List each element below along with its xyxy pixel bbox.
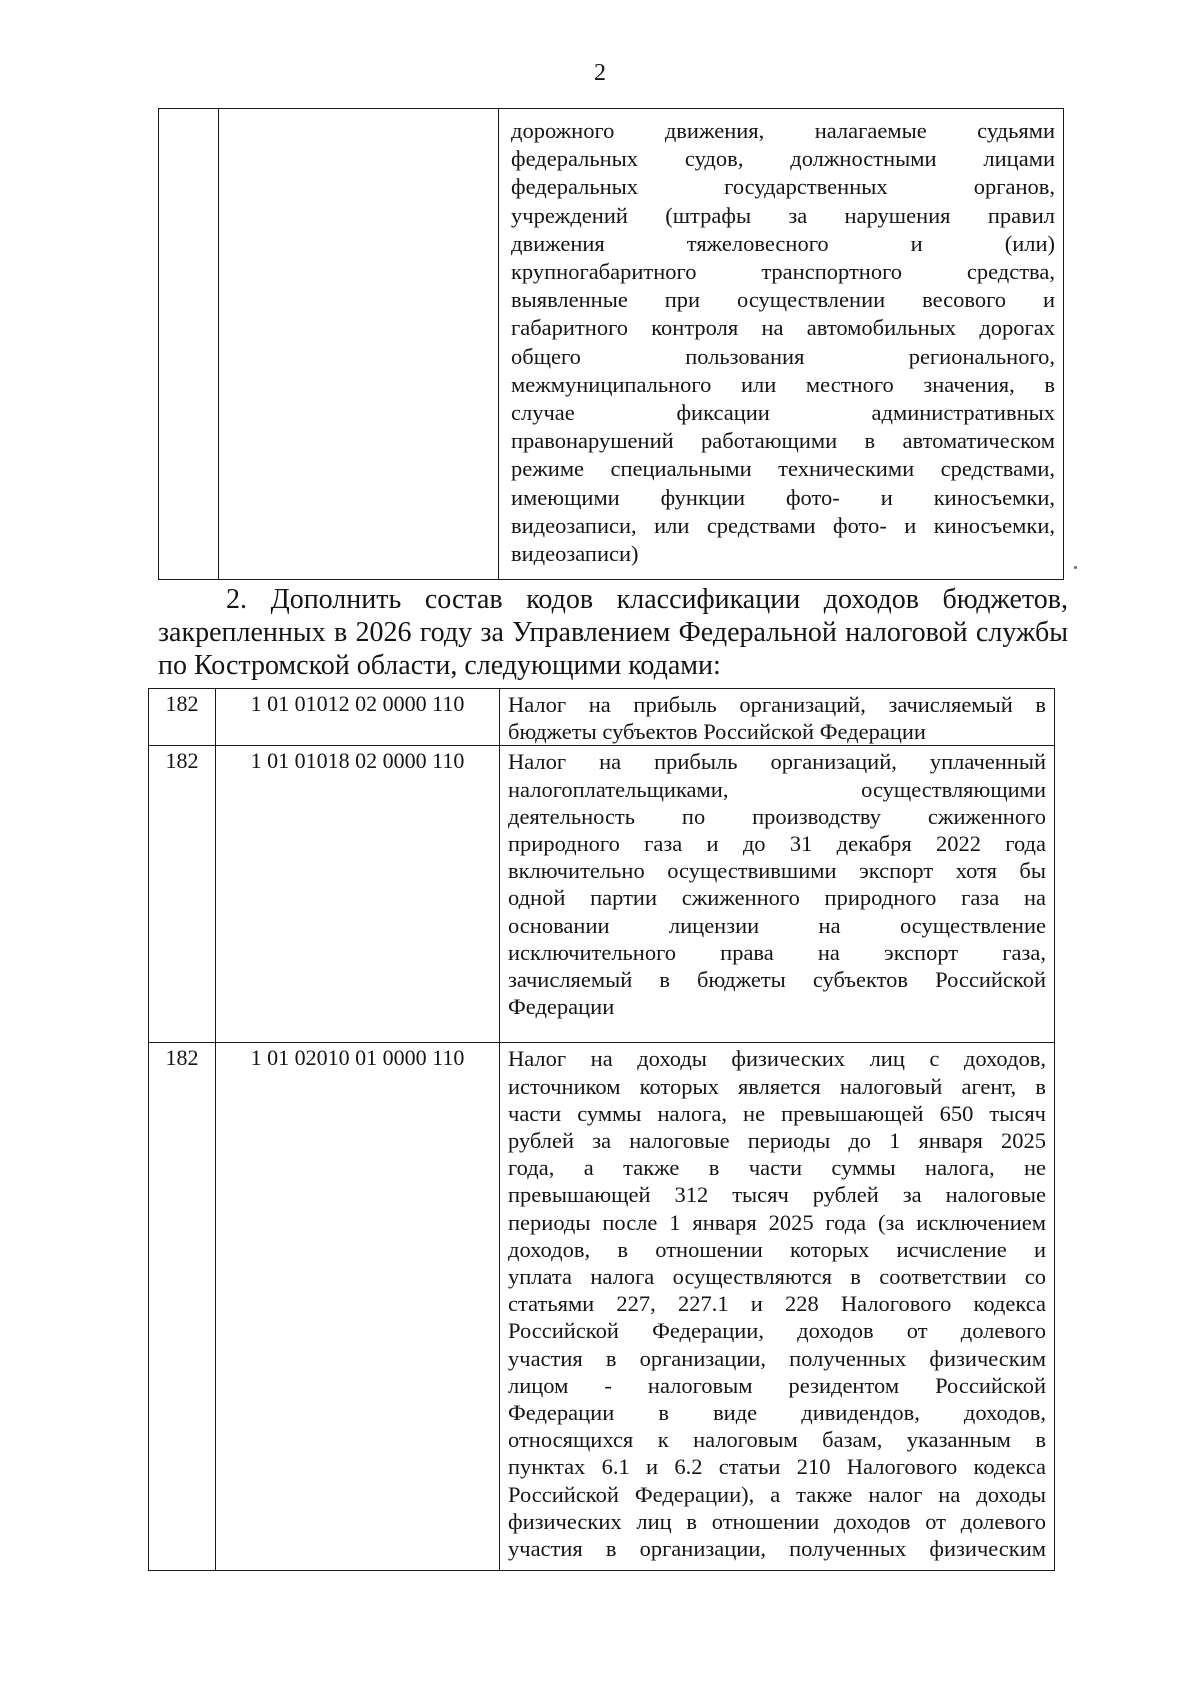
description-line: видеозаписи, или средствами фото- и киносъемки, — [511, 512, 1055, 538]
description-cell — [499, 109, 1064, 580]
description-line: бюджеты субъектов Российской Федерации — [508, 719, 926, 745]
admin-code-cell: 182 — [149, 1043, 216, 1571]
description-cell — [500, 1043, 1055, 1571]
description-line: пунктах 6.1 и 6.2 статьи 210 Налогового кодекса — [508, 1454, 1046, 1480]
description-line: периоды после 1 января 2025 года (за исключением — [508, 1209, 1046, 1235]
page-number: 2 — [594, 60, 606, 86]
description-line: лицом - налоговым резидентом Российской — [508, 1372, 1046, 1398]
description-line: части суммы налога, не превышающей 650 тысяч — [508, 1100, 1046, 1126]
description-line: режиме специальными техническими средствами, — [511, 456, 1055, 482]
description-line: рублей за налоговые периоды до 1 января 2025 — [508, 1128, 1046, 1154]
continuation-table — [158, 108, 1064, 580]
kbk-cell: 1 01 01018 02 0000 110 — [216, 746, 500, 1043]
description-line: учреждений (штрафы за нарушения правил — [511, 202, 1055, 228]
table-row — [149, 1043, 1055, 1571]
description-line: случае фиксации административных — [511, 400, 1055, 426]
description-line: уплата налога осуществляются в соответствии со — [508, 1264, 1046, 1290]
kbk-cell: 1 01 02010 01 0000 110 — [216, 1043, 500, 1571]
table-row — [149, 689, 1055, 746]
description-line: видеозаписи) — [511, 541, 639, 567]
kbk-cell — [219, 109, 499, 580]
admin-code-cell: 182 — [149, 746, 216, 1043]
description-line: Российской Федерации, доходов от долевого — [508, 1318, 1046, 1344]
amendment-paragraph — [158, 583, 1068, 682]
description-line: общего пользования регионального, — [511, 343, 1055, 369]
paragraph-line — [158, 583, 1068, 616]
description-line: участия в организации, полученных физическим — [508, 1536, 1046, 1562]
table-row — [149, 746, 1055, 1043]
description-line: Федерации — [508, 994, 615, 1020]
description-line: деятельность по производству сжиженного — [508, 803, 1046, 829]
description-line: основании лицензии на осуществление — [508, 912, 1046, 938]
description-line: года, а также в части суммы налога, не — [508, 1155, 1046, 1181]
description-line: Налог на прибыль организаций, уплаченный — [508, 749, 1046, 775]
description-line: участия в организации, полученных физическим — [508, 1345, 1046, 1371]
table-row — [159, 109, 1064, 580]
description-line: межмуниципального или местного значения, в — [511, 371, 1055, 397]
paragraph-line: по Костромской области, следующими кодами: — [158, 650, 721, 681]
description-cell — [500, 746, 1055, 1043]
description-line: исключительного права на экспорт газа, — [508, 939, 1046, 965]
description-line: имеющими функции фото- и киносъемки, — [511, 484, 1055, 510]
description-line: выявленные при осуществлении весового и — [511, 287, 1055, 313]
paragraph-line: закрепленных в 2026 году за Управлением Федеральной налоговой службы — [158, 617, 1068, 648]
description-line: федеральных государственных органов, — [511, 174, 1055, 200]
kbk-cell: 1 01 01012 02 0000 110 — [216, 689, 500, 746]
description-line: Налог на доходы физических лиц с доходов, — [508, 1046, 1046, 1072]
paragraph-line-text: 2. Дополнить состав кодов классификации доходов бюджетов, — [226, 584, 1068, 615]
description-cell — [500, 689, 1055, 746]
description-line: одной партии сжиженного природного газа на — [508, 885, 1046, 911]
description-line: зачисляемый в бюджеты субъектов Российской — [508, 967, 1046, 993]
description-line: Налог на прибыль организаций, зачисляемый в — [508, 692, 1046, 717]
description-line: налогоплательщиками, осуществляющими — [508, 776, 1046, 802]
description-line: доходов, в отношении которых исчисление и — [508, 1236, 1046, 1262]
scan-speck — [1074, 566, 1077, 569]
codes-table — [148, 688, 1055, 1571]
description-line: движения тяжеловесного и (или) — [511, 230, 1055, 256]
description-line: крупногабаритного транспортного средства, — [511, 259, 1055, 285]
description-line: физических лиц в отношении доходов от долевого — [508, 1508, 1046, 1534]
description-line: правонарушений работающими в автоматическом — [511, 428, 1055, 454]
description-line: дорожного движения, налагаемые судьями — [511, 118, 1055, 143]
description-line: источником которых является налоговый агент, в — [508, 1073, 1046, 1099]
description-line: федеральных судов, должностными лицами — [511, 146, 1055, 172]
admin-code-cell — [159, 109, 219, 580]
admin-code-cell: 182 — [149, 689, 216, 746]
description-line: Федерации в виде дивидендов, доходов, — [508, 1400, 1046, 1426]
description-line: превышающей 312 тысяч рублей за налоговые — [508, 1182, 1046, 1208]
description-line: природного газа и до 31 декабря 2022 года — [508, 831, 1046, 857]
description-line: Российской Федерации), а также налог на доходы — [508, 1481, 1046, 1507]
description-line: включительно осуществившими экспорт хотя бы — [508, 858, 1046, 884]
description-line: статьями 227, 227.1 и 228 Налогового кодекса — [508, 1291, 1046, 1317]
description-line: относящихся к налоговым базам, указанным в — [508, 1427, 1046, 1453]
description-line: габаритного контроля на автомобильных дорогах — [511, 315, 1055, 341]
